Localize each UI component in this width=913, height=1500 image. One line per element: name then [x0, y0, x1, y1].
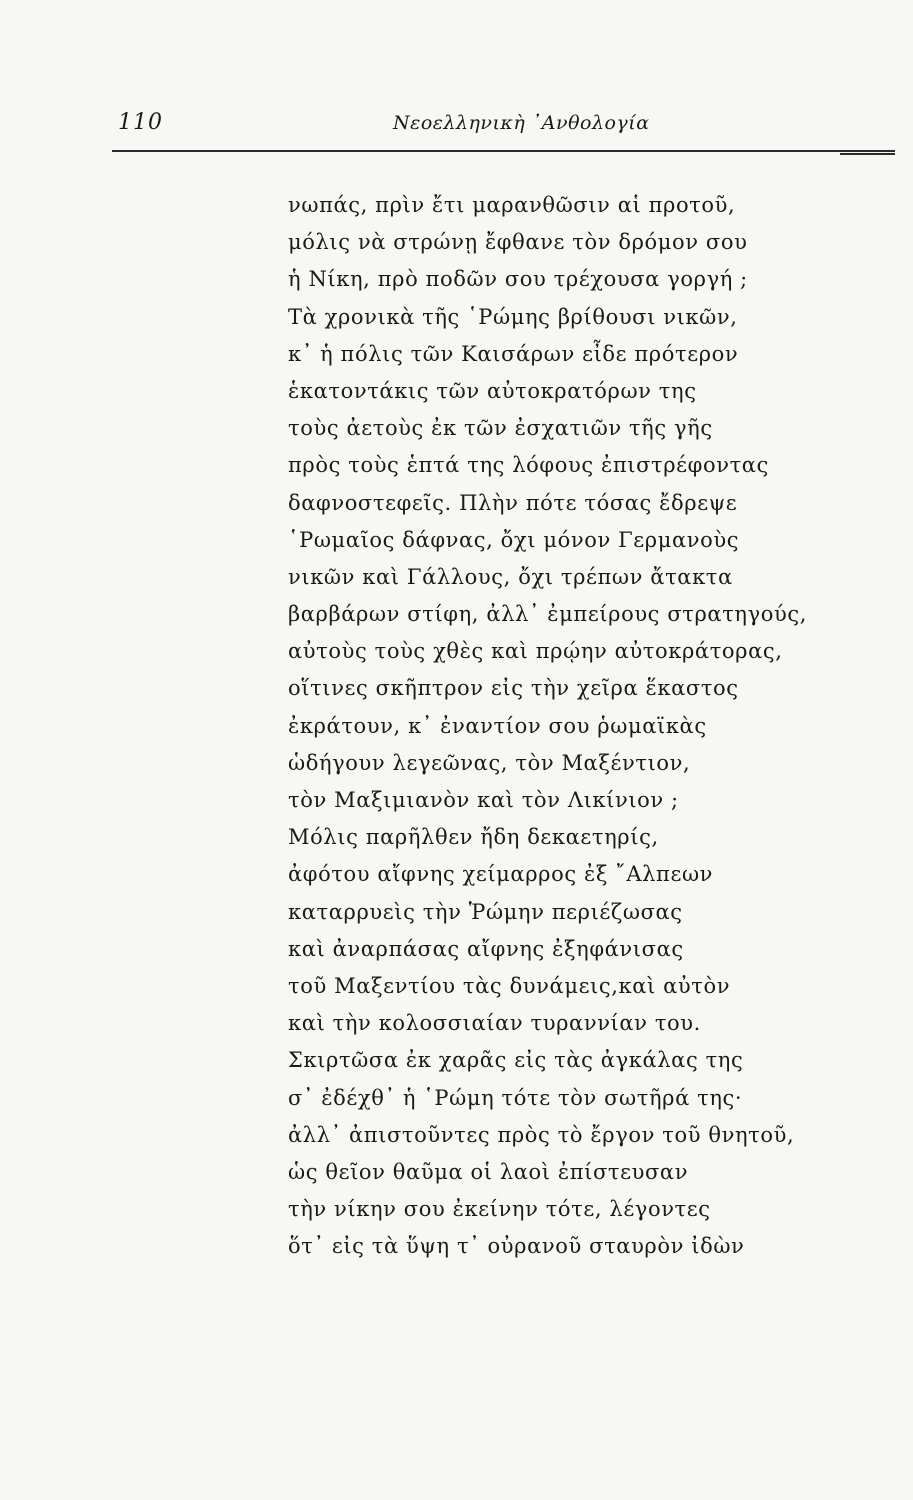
- header-rule: [112, 150, 895, 152]
- poem-line: μόλις νὰ στρώνῃ ἔφθανε τὸν δρόμον σου: [288, 230, 748, 255]
- poem-line: δαφνοστεφεῖς. Πλὴν πότε τόσας ἔδρεψε: [288, 490, 738, 515]
- poem-line: κ᾿ ἡ πόλις τῶν Καισάρων εἶδε πρότερον: [288, 341, 739, 366]
- header-rule-accent: [840, 153, 895, 155]
- poem-line: καταρρυεὶς τὴν Ῥώμην περιέζωσας: [288, 899, 683, 924]
- poem-line: σ᾿ ἐδέχθ᾿ ἡ ῾Ρώμη τότε τὸν σωτῆρά της·: [288, 1085, 743, 1110]
- poem-line: νωπάς, πρὶν ἔτι μαρανθῶσιν αἱ προτοῦ,: [288, 193, 736, 217]
- poem-line: καὶ τὴν κολοσσιαίαν τυραννίαν του.: [288, 1011, 701, 1036]
- poem-line: καὶ ἀναρπάσας αἴφνης ἐξηφάνισας: [288, 936, 684, 961]
- poem-line: βαρβάρων στίφη, ἀλλ᾿ ἐμπείρους στρατηγούς,: [288, 602, 807, 627]
- poem-line: αὐτοὺς τοὺς χθὲς καὶ πρῴην αὐτοκράτορας,: [288, 639, 783, 664]
- poem-line: ὡς θεῖον θαῦμα οἱ λαοὶ ἐπίστευσαν: [288, 1159, 689, 1184]
- poem-line: τοὺς ἀετοὺς ἐκ τῶν ἐσχατιῶν τῆς γῆς: [288, 416, 713, 441]
- poem-line: ἀλλ᾿ ἀπιστοῦντες πρὸς τὸ ἔργον τοῦ θνητοῦ,: [288, 1122, 795, 1147]
- poem-line: ὅτ᾿ εἰς τὰ ὕψη τ᾿ οὐρανοῦ σταυρὸν ἰδὼν: [288, 1234, 745, 1259]
- poem-line: ἐκράτουν, κ᾿ ἐναντίον σου ῥωμαϊκὰς: [288, 713, 707, 738]
- poem-line: νικῶν καὶ Γάλλους, ὄχι τρέπων ἄτακτα: [288, 564, 733, 589]
- page-header: [118, 108, 898, 148]
- poem-line: Σκιρτῶσα ἐκ χαρᾶς εἰς τὰς ἀγκάλας της: [288, 1048, 744, 1073]
- poem-line: οἵτινες σκῆπτρον εἰς τὴν χεῖρα ἕκαστος: [288, 676, 739, 701]
- poem-line: Τὰ χρονικὰ τῆς ῾Ρώμης βρίθουσι νικῶν,: [288, 304, 738, 329]
- running-title: Νεοελληνικὴ ᾿Ανθολογία: [393, 112, 650, 134]
- poem-line: τοῦ Μαξεντίου τὰς δυνάμεις,καὶ αὐτὸν: [288, 973, 731, 998]
- poem-line: τὴν νίκην σου ἐκείνην τότε, λέγοντες: [288, 1197, 711, 1222]
- poem-line: ἡ Νίκη, πρὸ ποδῶν σου τρέχουσα γοργή ;: [288, 267, 748, 292]
- poem-line: ἑκατοντάκις τῶν αὐτοκρατόρων της: [288, 378, 697, 403]
- poem-line: Μόλις παρῆλθεν ἤδη δεκαετηρίς,: [288, 825, 659, 850]
- poem-line: τὸν Μαξιμιανὸν καὶ τὸν Λικίνιον ;: [288, 788, 679, 812]
- poem-line: πρὸς τοὺς ἑπτά της λόφους ἐπιστρέφοντας: [288, 453, 769, 478]
- poem-text: [288, 187, 848, 1265]
- page-number: 110: [118, 110, 163, 135]
- poem-line: ὡδήγουν λεγεῶνας, τὸν Μαξέντιον,: [288, 750, 691, 775]
- poem-line: ῾Ρωμαῖος δάφνας, ὄχι μόνον Γερμανοὺς: [288, 527, 740, 552]
- poem-line: ἀφότου αἴφνης χείμαρρος ἐξ ῎Αλπεων: [288, 862, 714, 887]
